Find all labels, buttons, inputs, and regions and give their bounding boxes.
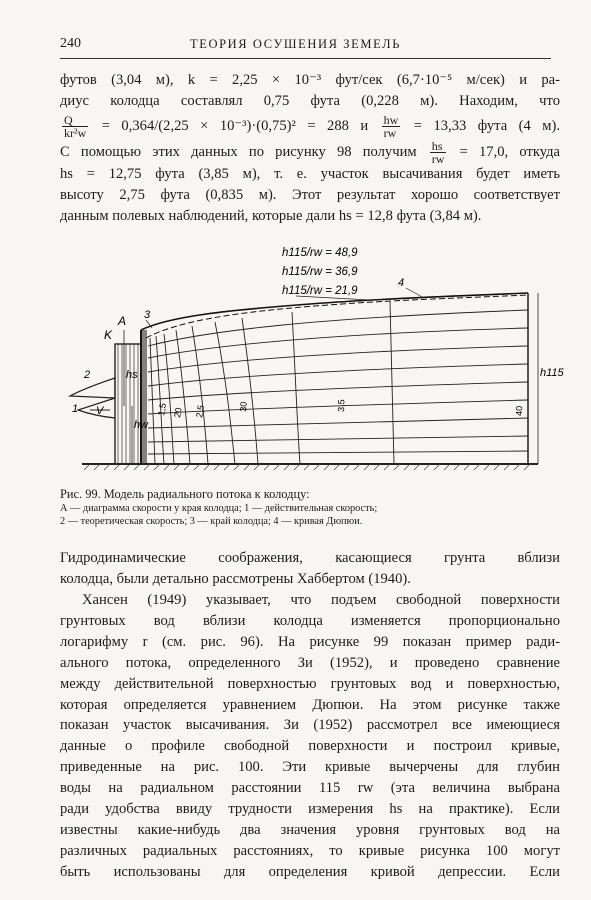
contour-label: 30 [238,401,249,413]
text-line: быть использованы для определения кривой депрессии. Если [60,863,560,880]
text-line: показан участок высачивания. Зи (1952) рассмотрел все имеющиеся [60,717,560,734]
fraction-hs-rw: $\frac{hs}{rw}$ [431,138,445,166]
label-4: 4 [398,277,405,289]
label-h115-21: h115/rw = 21,9 [282,285,358,297]
contour-label: 20 [172,406,184,419]
text-line: данные о профиле свободной поверхности и построил кривые, [60,738,560,755]
label-h115-48: h115/rw = 48,9 [282,247,358,259]
fraction-q-kr2: $\frac{Q}{\text{kr²w}}$ [64,112,87,140]
contour-label: 3,5 [336,399,347,413]
label-K: K [104,328,113,342]
formula-line: $\frac{Q}{\text{kr²w}}$ = 0,364/(2,25 × 10⁻³)·(0,75)² = 288 и $\frac{hw}{rw}$ = 13,33 фута (4 м). [64,112,561,140]
text-line: Хансен (1949) указывает, что подъем свободной поверхности [82,592,560,608]
caption-title: Рис. 99. Модель радиального потока к колодцу: [60,487,310,501]
text-line: футов (3,04 м), k = 2,25 × 10⁻³ фут/сек (6,7·10⁻⁵ м/сек) и ра- [60,72,560,88]
text-line: данным полевых наблюдений, которые дали hs = 12,8 фута (3,84 м). [60,207,482,224]
paragraph-hansen [60,590,560,883]
label-3: 3 [144,309,151,321]
page-number: 240 [60,36,81,51]
figure-99 [60,238,564,488]
radial-flow-diagram [60,238,564,488]
text-line: диус колодца составлял 0,75 фута (0,228 м). Находим, что [60,92,560,109]
text-line: приведенные на рис. 100. Эти кривые вычерчены для глубин [60,759,560,776]
text-line: ального потока, определенного Зи (1952), и проведено сравнение [60,654,560,671]
caption-legend-line: А — диаграмма скорости у края колодца; 1 — действительная скорость; [60,503,378,514]
text-line: ради удобства ввиду трудности измерения hs на практике). Если [60,801,560,818]
seepage-face [141,330,147,464]
text-line: грунтовых вод вблизи колодца изменяется пропорционально [60,612,560,629]
figure-caption [60,487,560,528]
label-2: 2 [84,369,91,381]
text-line: высоту 2,75 фута (0,835 м). Этот результат хорошо соответствует [60,186,560,203]
text-line: различных радиальных расстояниях, то кривые рисунка 100 могут [60,842,560,859]
free-surface-curve [141,293,528,330]
paragraph-hubbert [60,548,560,590]
label-A: A [118,314,127,328]
page-header [60,36,531,56]
well-wall [115,344,141,464]
text-line: колодца, были детально рассмотрены Хаббертом (1940). [60,570,411,587]
text-line: hs = 12,75 фута (3,85 м), т. е. участок высачивания будет иметь [60,165,560,182]
text-line: которая определяется уравнением Дюпюи. На этом рисунке также [60,696,560,713]
running-title: ТЕОРИЯ ОСУШЕНИЯ ЗЕМЕЛЬ [189,37,402,51]
fraction-hw-rw: $\frac{hw}{rw}$ [383,112,399,140]
contour-label: 40 [514,405,525,417]
formula-line: С помощью этих данных по рисунку 98 получим $\frac{hs}{rw}$ = 17,0, откуда [60,138,560,166]
text-line: логарифму r (см. рис. 96). На рисунке 99 показан пример ради- [60,633,560,650]
text-line: известны какие-нибудь два значения уровня грунтовых вод на [60,821,560,838]
well-wall-hatching [118,344,138,464]
velocity-diagram-top [70,378,115,398]
contour-label: 1,5 [156,402,169,417]
paragraph-intro [60,70,560,227]
label-h115: h115 [540,367,564,379]
text-line: воды на радиальном расстоянии 115 rw (эта величина выбрана [60,780,560,797]
text-line: между действительной поверхностью грунтовых вод и поверхностью, [60,675,560,692]
contour-label: 2,5 [194,404,207,419]
label-hw: hw [134,419,149,431]
leader-4 [406,288,424,298]
label-1: 1 [72,403,79,415]
label-hs: hs [126,369,138,381]
label-V: V [96,405,104,417]
caption-legend-line: 2 — теоретическая скорость; 3 — край колодца; 4 — кривая Дюпюи. [60,516,363,527]
text-line: Гидродинамические соображения, касающиеся грунта вблизи [60,550,560,566]
label-h115-36: h115/rw = 36,9 [282,266,358,278]
header-rule [60,58,551,59]
